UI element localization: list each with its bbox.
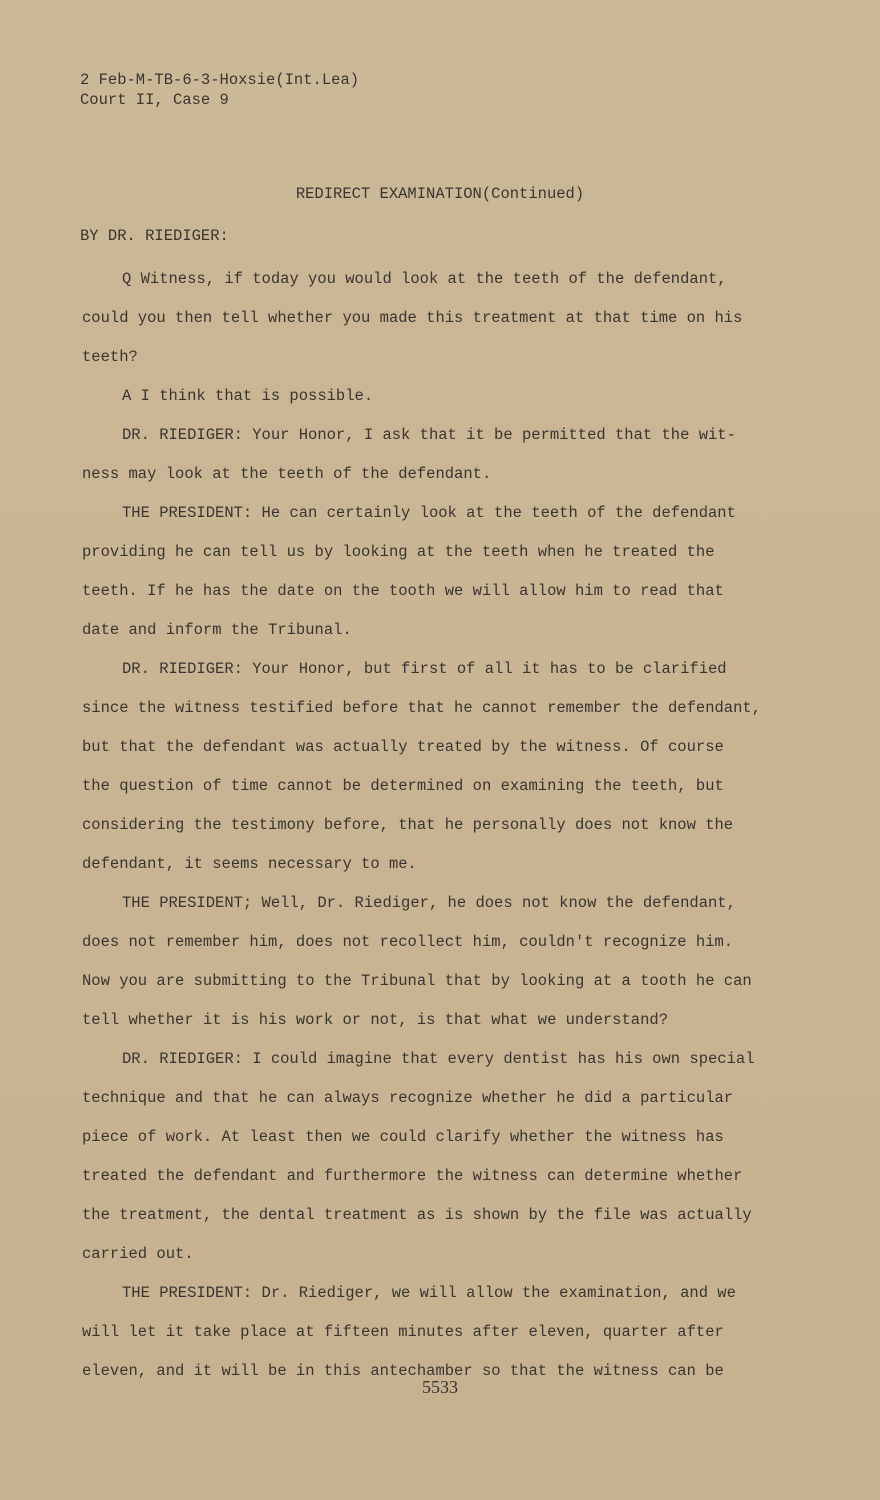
text-line: will let it take place at fifteen minutes after eleven, quarter after	[82, 1323, 724, 1341]
transcript-paragraph	[82, 1040, 802, 1274]
text-line: Q Witness, if today you would look at the teeth of the defendant,	[122, 270, 727, 288]
examiner-line: BY DR. RIEDIGER:	[80, 227, 229, 245]
transcript-body	[82, 260, 802, 1391]
header-court-case: Court II, Case 9	[80, 91, 229, 109]
text-line: the treatment, the dental treatment as is shown by the file was actually	[82, 1206, 752, 1224]
section-title: REDIRECT EXAMINATION(Continued)	[295, 185, 585, 203]
text-line: THE PRESIDENT; Well, Dr. Riediger, he does not know the defendant,	[122, 894, 736, 912]
transcript-paragraph	[82, 416, 802, 494]
text-line: DR. RIEDIGER: I could imagine that every dentist has his own special	[122, 1050, 755, 1068]
text-line: THE PRESIDENT: Dr. Riediger, we will allow the examination, and we	[122, 1284, 736, 1302]
text-line: does not remember him, does not recollect him, couldn't recognize him.	[82, 933, 734, 951]
transcript-paragraph	[82, 1274, 802, 1391]
text-line: technique and that he can always recognize whether he did a particular	[82, 1089, 734, 1107]
text-line: THE PRESIDENT: He can certainly look at the teeth of the defendant	[122, 504, 736, 522]
text-line: but that the defendant was actually treated by the witness. Of course	[82, 738, 724, 756]
text-line: since the witness testified before that he cannot remember the defendant,	[82, 699, 762, 717]
text-line: date and inform the Tribunal.	[82, 621, 352, 639]
text-line: considering the testimony before, that he personally does not know the	[82, 816, 734, 834]
transcript-paragraph	[82, 494, 802, 650]
transcript-paragraph	[82, 260, 802, 377]
text-line: eleven, and it will be in this antechamber so that the witness can be	[82, 1362, 724, 1380]
document-header	[80, 70, 359, 110]
text-line: piece of work. At least then we could clarify whether the witness has	[82, 1128, 724, 1146]
transcript-paragraph	[82, 884, 802, 1040]
text-line: carried out.	[82, 1245, 194, 1263]
text-line: DR. RIEDIGER: Your Honor, but first of all it has to be clarified	[122, 660, 727, 678]
transcript-paragraph	[82, 377, 802, 416]
text-line: the question of time cannot be determined on examining the teeth, but	[82, 777, 724, 795]
transcript-paragraph	[82, 650, 802, 884]
text-line: DR. RIEDIGER: Your Honor, I ask that it be permitted that the wit-	[122, 426, 736, 444]
page-number: 5533	[422, 1377, 458, 1397]
text-line: Now you are submitting to the Tribunal that by looking at a tooth he can	[82, 972, 752, 990]
text-line: ness may look at the teeth of the defendant.	[82, 465, 492, 483]
text-line: could you then tell whether you made this treatment at that time on his	[82, 309, 743, 327]
text-line: A I think that is possible.	[122, 387, 374, 405]
text-line: teeth. If he has the date on the tooth we will allow him to read that	[82, 582, 724, 600]
text-line: defendant, it seems necessary to me.	[82, 855, 417, 873]
text-line: tell whether it is his work or not, is that what we understand?	[82, 1011, 668, 1029]
text-line: treated the defendant and furthermore the witness can determine whether	[82, 1167, 743, 1185]
text-line: providing he can tell us by looking at the teeth when he treated the	[82, 543, 715, 561]
text-line: teeth?	[82, 348, 138, 366]
header-reference: 2 Feb-M-TB-6-3-Hoxsie(Int.Lea)	[80, 71, 360, 89]
